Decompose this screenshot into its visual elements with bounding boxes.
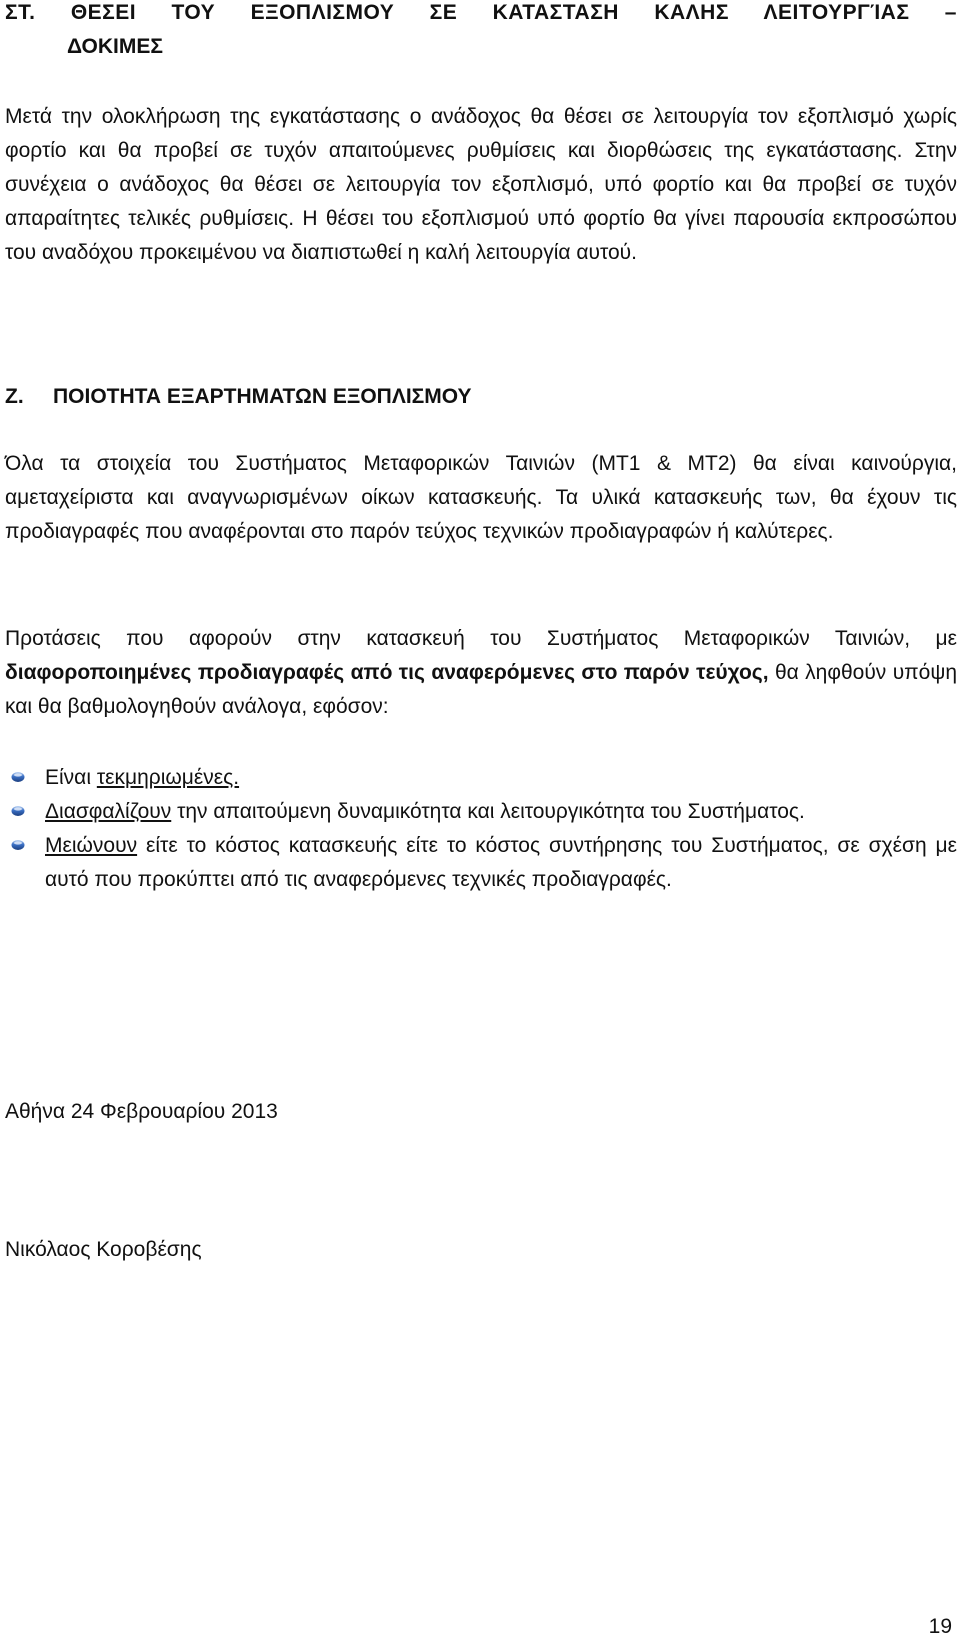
blue-3d-bullet-icon <box>11 804 25 818</box>
list-item <box>5 795 957 829</box>
section-st-title-line2: ΔΟΚΙΜΕΣ <box>67 35 163 58</box>
section-st-paragraph: Μετά την ολοκλήρωση της εγκατάστασης ο ανάδοχος θα θέσει σε λειτουργία τον εξοπλισμό χωρίς φορτίο και θα προβεί σε τυχόν απαιτούμενες ρυθμίσεις και διορθώσεις της εγκατάστασης. Στην συνέχεια ο ανάδοχος θα θέσει σε λειτουργία τον εξοπλισμό, υπό φορτίο και θα προβεί σε τυχόν απαραίτητες τελικές ρυθμίσεις. Η θέσει του εξοπλισμού υπό φορτίο θα γίνει παρουσία εκπροσώπου του αναδόχου προκειμένου να διαπιστωθεί η καλή λειτουργία αυτού. <box>5 105 957 264</box>
paragraph-2-start: Προτάσεις που αφορούν στην κατασκευή του Συστήματος Μεταφορικών Ταινιών, με <box>5 627 957 650</box>
section-z-paragraph-1: Όλα τα στοιχεία του Συστήματος Μεταφορικών Ταινιών (ΜΤ1 & ΜΤ2) θα είναι καινούργια, αμεταχείριστα και αναγνωρισμένων οίκων κατασκευής. Τα υλικά κατασκευής των, θα έχουν τις προδιαγραφές που αναφέρονται στο παρόν τεύχος τεχνικών προδιαγραφών ή καλύτερες. <box>5 452 957 543</box>
list-item <box>5 829 957 897</box>
blue-3d-bullet-icon <box>11 838 25 852</box>
section-z-title: ΠΟΙΟΤΗΤΑ ΕΞΑΡΤΗΜΑΤΩΝ ΕΞΟΠΛΙΣΜΟΥ <box>53 385 472 408</box>
list-item-after: την απαιτούμενη δυναμικότητα και λειτουργικότητα του Συστήματος. <box>171 800 805 823</box>
section-z-paragraph-2 <box>5 622 957 724</box>
paragraph-2-end: θα ληφθούν υπόψη και θα βαθμολογηθούν ανάλογα, εφόσον: <box>5 661 958 718</box>
list-item <box>5 761 957 795</box>
section-z-number: Ζ. <box>5 385 24 408</box>
list-item-underlined: τεκμηριωμένες. <box>96 766 240 789</box>
list-item-after: είτε το κόστος κατασκευής είτε το κόστος συντήρησης του Συστήματος, σε σχέση με αυτό που προκύπτει από τις αναφερόμενες τεχνικές προδιαγραφές. <box>45 834 957 891</box>
conditions-list <box>5 761 957 897</box>
signatory-name: Νικόλαος Κοροβέσης <box>5 1238 202 1261</box>
list-item-before: Είναι <box>45 766 97 789</box>
page-number: 19 <box>928 1615 952 1638</box>
list-item-underlined: Διασφαλίζουν <box>45 800 172 823</box>
blue-3d-bullet-icon <box>11 770 25 784</box>
list-item-underlined: Μειώνουν <box>45 834 138 857</box>
paragraph-2-bold: διαφοροποιημένες προδιαγραφές από τις αναφερόμενες στο παρόν τεύχος, <box>5 661 769 684</box>
section-st-title-line1: ΣΤ. ΘΕΣΕΙ ΤΟΥ ΕΞΟΠΛΙΣΜΟΥ ΣΕ ΚΑΤΑΣΤΑΣΗ ΚΑΛΗΣ ΛΕΙΤΟΥΡΓΊΑΣ – <box>5 1 957 24</box>
section-st-heading <box>5 0 957 64</box>
document-date: Αθήνα 24 Φεβρουαρίου 2013 <box>5 1100 278 1123</box>
section-z-heading <box>5 380 957 414</box>
